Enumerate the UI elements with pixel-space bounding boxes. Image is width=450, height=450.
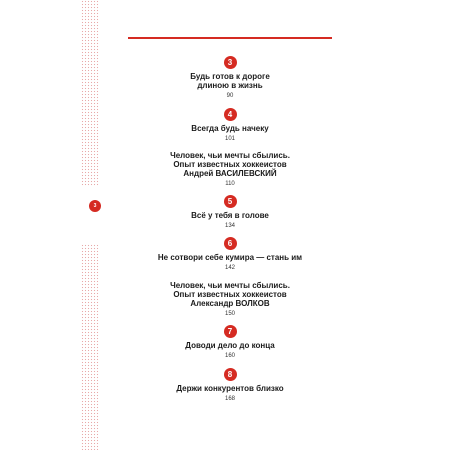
page-number: 160 — [224, 353, 235, 359]
page-number: 101 — [224, 136, 235, 142]
chapter-title: Не сотвори себе кумира — стань им — [157, 253, 303, 262]
toc-entry[interactable] — [128, 237, 332, 272]
toc-entry[interactable] — [128, 56, 332, 100]
chapter-number-badge: 3 — [224, 56, 237, 69]
side-chapter-badge: 3 — [89, 200, 101, 212]
toc-entry[interactable] — [128, 325, 332, 360]
chapter-title: Всегда будь начеку — [191, 124, 269, 133]
page-number: 142 — [224, 265, 235, 271]
chapter-number-badge: 6 — [224, 237, 237, 250]
toc-entry[interactable] — [128, 108, 332, 143]
toc-entry[interactable] — [128, 368, 332, 403]
chapter-number-badge: 7 — [224, 325, 237, 338]
page-number: 134 — [224, 223, 235, 229]
page-number: 150 — [224, 311, 235, 317]
chapter-title: Держи конкурентов близко — [176, 384, 284, 393]
page-number: 90 — [226, 93, 234, 99]
page-number: 168 — [224, 396, 235, 402]
toc-entry[interactable] — [128, 195, 332, 230]
chapter-number-badge: 5 — [224, 195, 237, 208]
interlude-title: Человек, чьи мечты сбылись. Опыт известных хоккеистов Андрей ВАСИЛЕВСКИЙ — [170, 151, 290, 178]
chapter-title: Всё у тебя в голове — [191, 211, 269, 220]
chapter-number-badge: 8 — [224, 368, 237, 381]
chapter-title: Доводи дело до конца — [185, 341, 275, 350]
toc-entry-interlude[interactable] — [128, 281, 332, 318]
header-rule — [128, 37, 332, 39]
page-number: 110 — [225, 181, 235, 187]
toc-entry-interlude[interactable] — [128, 151, 332, 188]
dotted-margin-bottom — [81, 244, 99, 450]
dotted-margin-top — [81, 0, 99, 186]
interlude-title: Человек, чьи мечты сбылись. Опыт известных хоккеистов Александр ВОЛКОВ — [170, 281, 290, 308]
chapter-number-badge: 4 — [224, 108, 237, 121]
chapter-title: Будь готов к дороге длиною в жизнь — [190, 72, 270, 90]
